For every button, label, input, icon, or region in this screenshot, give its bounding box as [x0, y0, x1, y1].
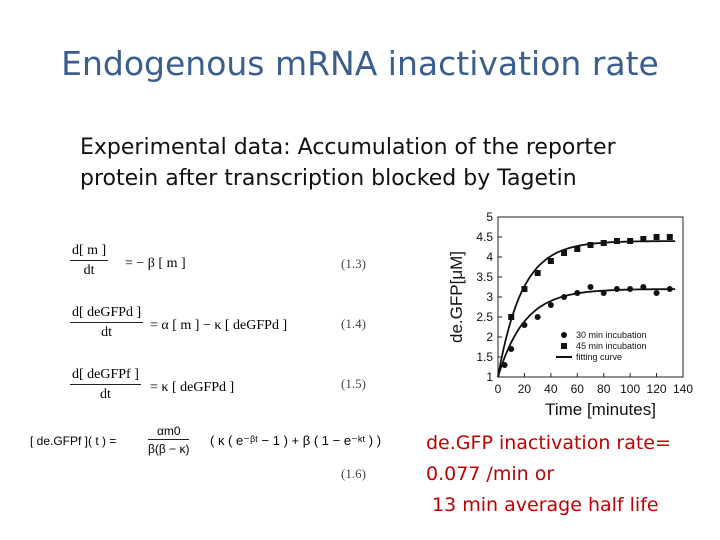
equation-1-4-fraction	[70, 305, 143, 341]
x-tick-label: 80	[597, 382, 611, 396]
data-point-45min	[601, 240, 607, 246]
equation-1-3-rhs: = − β [ m ]	[125, 256, 186, 271]
data-point-30min	[614, 286, 620, 292]
data-point-45min	[667, 234, 673, 240]
result-line-2: 0.077 /min or	[426, 463, 555, 485]
equation-1-4-denominator: dt	[101, 325, 113, 340]
equation-1-5-rhs: = κ [ deGFPd ]	[150, 380, 235, 395]
equation-1-3-label: (1.3)	[341, 256, 366, 271]
data-point-45min	[574, 246, 580, 252]
equation-1-3-denominator: dt	[83, 263, 95, 278]
page-title: Endogenous mRNA inactivation rate	[61, 44, 659, 83]
data-point-30min	[627, 286, 633, 292]
y-tick-label: 3	[486, 290, 493, 304]
subtitle	[80, 132, 660, 194]
equation-1-4-label: (1.4)	[341, 316, 366, 331]
data-point-30min	[535, 314, 541, 320]
data-point-30min	[574, 290, 580, 296]
data-point-45min	[588, 242, 594, 248]
legend-label: fitting curve	[576, 352, 623, 362]
equation-1-5-denominator: dt	[100, 387, 111, 402]
equation-1-3-fraction	[70, 243, 108, 279]
equation-1-3-numerator: d[ m ]	[70, 243, 108, 261]
data-point-45min	[548, 258, 554, 264]
equation-1-5-numerator: d[ deGFPf ]	[70, 367, 141, 385]
data-point-45min	[535, 270, 541, 276]
legend-label: 45 min incubation	[576, 341, 647, 351]
gfp-accumulation-chart	[438, 205, 700, 420]
x-tick-label: 140	[672, 382, 694, 396]
result-line-3: 13 min average half life	[426, 494, 659, 516]
y-tick-label: 5	[486, 210, 493, 224]
data-point-45min	[640, 236, 646, 242]
equation-1-5-fraction	[70, 367, 141, 403]
legend-marker-circle	[561, 332, 567, 338]
equation-1-6-lhs: [ de.GFPf ]( t ) =	[30, 434, 117, 448]
data-point-45min	[508, 314, 514, 320]
data-point-30min	[508, 346, 514, 352]
x-tick-label: 100	[620, 382, 641, 396]
x-tick-label: 20	[517, 382, 532, 396]
x-axis-label: Time [minutes]	[545, 400, 656, 419]
data-point-30min	[601, 290, 607, 296]
data-point-45min	[561, 250, 567, 256]
y-tick-label: 1	[486, 370, 493, 384]
subtitle-line-2: protein after transcription blocked by Tagetin	[80, 166, 577, 191]
x-tick-label: 40	[544, 382, 558, 396]
equation-1-6-coef-denominator: β(β − κ)	[148, 442, 190, 456]
data-point-45min	[614, 238, 620, 244]
equation-1-4-rhs: = α [ m ] − κ [ deGFPd ]	[150, 318, 288, 333]
data-point-30min	[640, 284, 646, 290]
y-tick-label: 3.5	[476, 270, 493, 284]
y-axis-label: de.GFP[μM]	[447, 251, 466, 343]
data-point-45min	[654, 234, 660, 240]
data-point-30min	[588, 284, 594, 290]
data-point-45min	[627, 238, 633, 244]
x-tick-label: 0	[494, 382, 502, 396]
subtitle-line-1: Experimental data: Accumulation of the reporter	[80, 135, 616, 160]
x-tick-label: 120	[646, 382, 667, 396]
data-point-30min	[667, 286, 673, 292]
data-point-30min	[502, 362, 508, 368]
y-tick-label: 4	[486, 250, 493, 264]
y-tick-label: 2	[486, 330, 493, 344]
data-point-45min	[521, 286, 527, 292]
y-tick-label: 1.5	[476, 350, 493, 364]
data-point-30min	[548, 302, 554, 308]
data-point-30min	[561, 294, 567, 300]
data-point-30min	[654, 290, 660, 296]
x-tick-label: 60	[570, 382, 584, 396]
equation-1-5-label: (1.5)	[341, 376, 366, 391]
equation-1-6-coefficient	[148, 424, 189, 456]
legend-marker-square	[561, 343, 567, 349]
equation-1-6-coef-numerator: αm0	[148, 424, 189, 440]
result-line-1: de.GFP inactivation rate=	[426, 432, 671, 454]
result-text	[426, 428, 671, 521]
equation-1-4-numerator: d[ deGFPd ]	[70, 305, 143, 323]
equation-1-6-rhs: ( κ ( e⁻ᵝᵗ − 1 ) + β ( 1 − e⁻ᵏᵗ ) )	[210, 433, 382, 448]
legend-label: 30 min incubation	[576, 330, 647, 340]
y-tick-label: 4.5	[476, 230, 493, 244]
y-tick-label: 2.5	[476, 310, 493, 324]
equation-1-6-label: (1.6)	[341, 466, 366, 481]
data-point-30min	[521, 322, 527, 328]
